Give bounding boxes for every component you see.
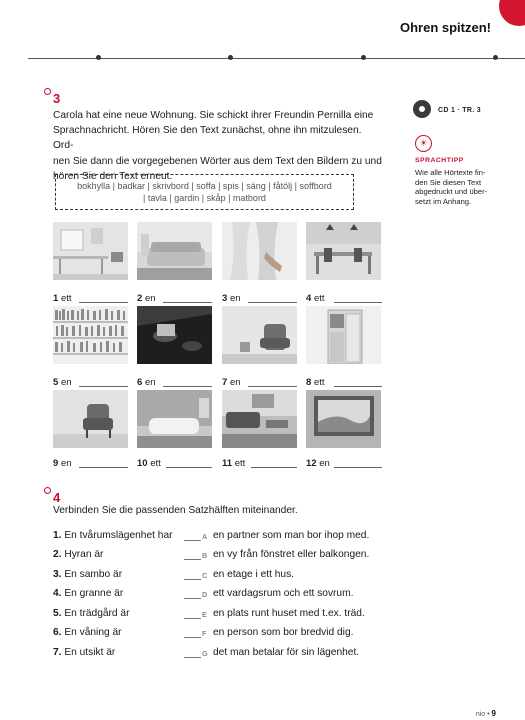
match-blank[interactable] <box>184 559 201 560</box>
dining-table-photo <box>306 222 381 280</box>
stove-photo <box>137 306 212 364</box>
page-word: nio <box>475 711 486 718</box>
answer-blank[interactable] <box>79 386 128 387</box>
task-marker-icon <box>44 487 51 494</box>
answer-blank[interactable] <box>79 467 128 468</box>
desk-photo <box>53 222 128 280</box>
answer-blank[interactable] <box>248 302 297 303</box>
header-divider <box>28 58 525 59</box>
right-clause: en vy från fönstret eller balkongen. <box>213 549 370 560</box>
item-label: 4 ett <box>306 293 325 304</box>
right-clause: en person som bor bredvid dig. <box>213 627 354 638</box>
answer-blank[interactable] <box>79 302 128 303</box>
option-letter: D <box>202 590 208 599</box>
match-blank[interactable] <box>184 579 201 580</box>
sprachtipp-text <box>415 168 515 206</box>
tip-line: den Sie diesen Text <box>415 177 482 187</box>
task3-instructions <box>53 108 383 184</box>
word-box <box>55 174 354 210</box>
page-footer: nio • 9 <box>475 709 496 718</box>
option-letter: E <box>202 610 207 619</box>
item-label: 10 ett <box>137 458 161 469</box>
answer-blank[interactable] <box>248 386 297 387</box>
left-clause: 3. En sambo är <box>53 569 123 580</box>
instruction-line: hören Sie den Text erneut. <box>53 170 173 182</box>
item-label: 2 en <box>137 293 156 304</box>
option-letter: G <box>202 649 208 658</box>
header-dot <box>361 55 366 60</box>
answer-blank[interactable] <box>251 467 297 468</box>
right-clause: en etage i ett hus. <box>213 569 294 580</box>
match-blank[interactable] <box>184 618 201 619</box>
instruction-line: Carola hat eine neue Wohnung. Sie schickt ihrer Freundin Pernilla eine <box>53 110 374 121</box>
instruction-line: Sprachnachricht. Hören Sie den Text zunächst, ohne ihn mitzulesen. Ord- <box>53 125 362 152</box>
cd-track-label: CD 1 · TR. 3 <box>438 107 481 114</box>
bookshelf-photo <box>53 306 128 364</box>
page-header-title: Ohren spitzen! <box>399 20 491 35</box>
answer-blank[interactable] <box>166 467 212 468</box>
right-clause: en plats runt huset med t.ex. träd. <box>213 608 365 619</box>
match-blank[interactable] <box>184 540 201 541</box>
answer-blank[interactable] <box>163 302 212 303</box>
item-label: 5 en <box>53 377 72 388</box>
right-clause: det man betalar för sin lägenhet. <box>213 647 360 658</box>
option-letter: A <box>202 532 208 541</box>
word-box-line: | tavla | gardin | skåp | matbord <box>143 193 266 203</box>
answer-blank[interactable] <box>163 386 212 387</box>
cd-icon <box>413 100 431 118</box>
armchair-photo <box>222 306 297 364</box>
option-letter: B <box>202 551 208 560</box>
page-number: 9 <box>491 709 496 718</box>
bathtub-photo <box>137 390 212 448</box>
header-dot <box>493 55 498 60</box>
match-blank[interactable] <box>184 598 201 599</box>
left-clause: 7. En utsikt är <box>53 647 116 658</box>
task3-number: 3 <box>53 91 61 106</box>
living-room-photo <box>222 390 297 448</box>
item-label: 11 ett <box>222 458 246 469</box>
instruction-line: nen Sie dann die vorgegebenen Wörter aus dem Text den Bildern zu und <box>53 155 382 167</box>
match-blank[interactable] <box>184 657 201 658</box>
task-marker-icon <box>44 88 51 95</box>
tip-line: Wie alle Hörtexte fin- <box>415 168 486 177</box>
match-blank[interactable] <box>184 637 201 638</box>
item-label: 8 ett <box>306 377 325 388</box>
cabinet-photo <box>306 306 381 364</box>
left-clause: 2. Hyran är <box>53 549 104 560</box>
tip-line: abgedruckt und über- <box>415 187 488 197</box>
item-label: 9 en <box>53 458 72 469</box>
item-label: 3 en <box>222 293 241 304</box>
right-clause: ett vardagsrum och ett sovrum. <box>213 588 354 599</box>
armchair-photo-2 <box>53 390 128 448</box>
item-label: 1 ett <box>53 293 72 304</box>
left-clause: 6. En våning är <box>53 627 122 638</box>
red-corner-accent <box>499 0 525 26</box>
task4-instructions: Verbinden Sie die passenden Satzhälften miteinander. <box>53 505 298 516</box>
header-dot <box>228 55 233 60</box>
left-clause: 1. En tvårumslägenhet har <box>53 530 173 541</box>
left-clause: 5. En trädgård är <box>53 608 130 619</box>
curtain-photo <box>222 222 297 280</box>
left-clause: 4. En granne är <box>53 588 124 599</box>
answer-blank[interactable] <box>334 467 382 468</box>
sprachtipp-label: SPRACHTIPP <box>415 157 464 164</box>
option-letter: F <box>202 629 207 638</box>
sofa-photo <box>137 222 212 280</box>
item-label: 7 en <box>222 377 241 388</box>
option-letter: C <box>202 571 208 580</box>
word-box-line: bokhylla | badkar | skrivbord | soffa | spis | säng | fåtölj | soffbord <box>77 181 332 191</box>
lightbulb-icon: ☀ <box>415 135 432 152</box>
answer-blank[interactable] <box>334 386 382 387</box>
item-label: 6 en <box>137 377 156 388</box>
task4-number: 4 <box>53 490 61 505</box>
answer-blank[interactable] <box>334 302 382 303</box>
right-clause: en partner som man bor ihop med. <box>213 530 370 541</box>
header-dot <box>96 55 101 60</box>
tip-line: setzt im Anhang. <box>415 196 472 206</box>
item-label: 12 en <box>306 458 330 469</box>
painting-photo <box>306 390 381 448</box>
